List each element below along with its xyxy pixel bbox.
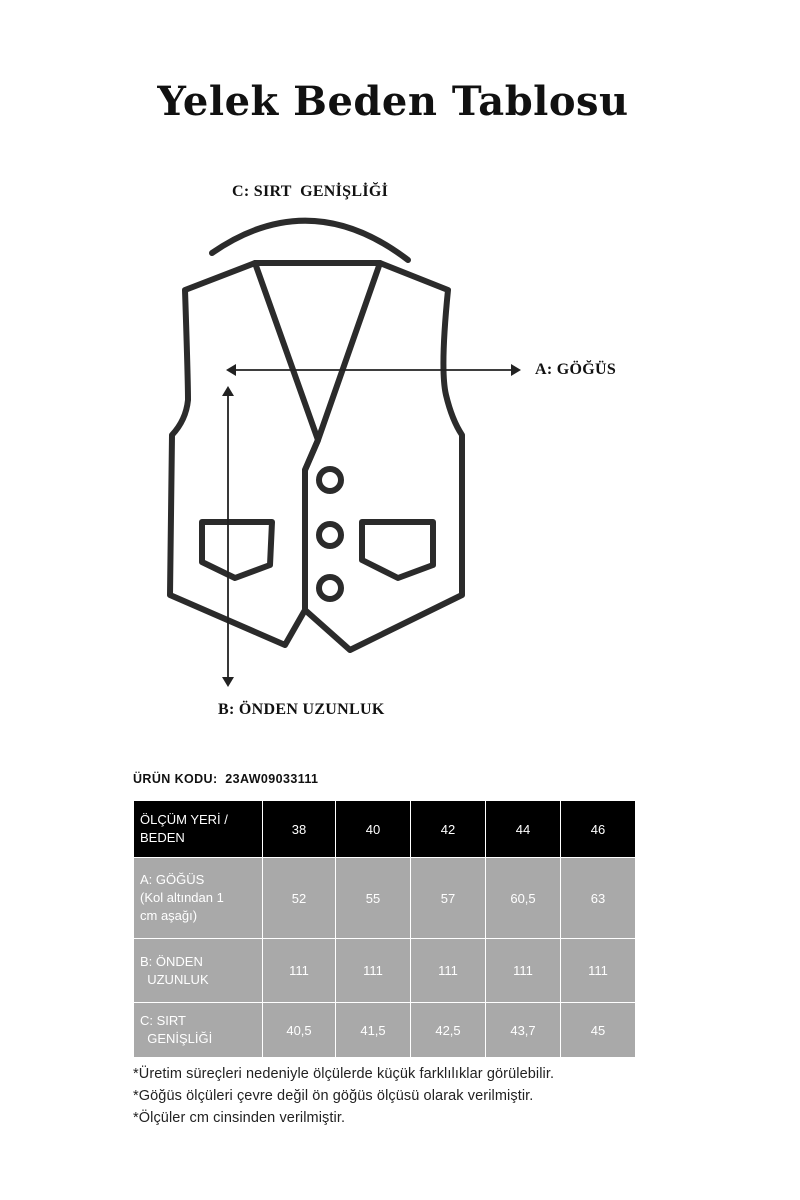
- row-label-line: cm aşağı): [140, 908, 198, 923]
- row-label: [134, 858, 263, 939]
- footnote: *Göğüs ölçüleri çevre değil ön göğüs ölçüsü olarak verilmiştir.: [133, 1088, 534, 1104]
- row-label-line: GENİŞLİĞİ: [140, 1031, 213, 1046]
- table-row: [134, 1003, 636, 1058]
- size-header: 44: [486, 801, 561, 858]
- table-cell: 41,5: [336, 1003, 411, 1058]
- label-chest: A: GÖĞÜS: [535, 361, 617, 378]
- table-cell: 111: [561, 939, 636, 1003]
- table-cell: 111: [486, 939, 561, 1003]
- table-cell: 111: [336, 939, 411, 1003]
- size-header: 42: [411, 801, 486, 858]
- table-cell: 43,7: [486, 1003, 561, 1058]
- size-table: [133, 800, 636, 1058]
- table-cell: 52: [263, 858, 336, 939]
- header-label-line: BEDEN: [140, 830, 185, 845]
- page-title: Yelek Beden Tablosu: [157, 78, 629, 125]
- product-code: ÜRÜN KODU: 23AW09033111: [133, 772, 319, 786]
- table-cell: 55: [336, 858, 411, 939]
- label-front-length: B: ÖNDEN UZUNLUK: [218, 701, 385, 718]
- table-cell: 63: [561, 858, 636, 939]
- footnote: *Ölçüler cm cinsinden verilmiştir.: [133, 1110, 346, 1126]
- table-row: [134, 939, 636, 1003]
- header-label-line: ÖLÇÜM YERİ /: [140, 812, 228, 827]
- table-cell: 60,5: [486, 858, 561, 939]
- size-header: 40: [336, 801, 411, 858]
- size-header: 38: [263, 801, 336, 858]
- row-label-line: B: ÖNDEN: [140, 953, 203, 969]
- footnote: *Üretim süreçleri nedeniyle ölçülerde küçük farklılıklar görülebilir.: [133, 1066, 555, 1082]
- row-label-line: A: GÖĞÜS: [140, 872, 205, 887]
- table-row: [134, 858, 636, 939]
- size-header: 46: [561, 801, 636, 858]
- table-cell: 42,5: [411, 1003, 486, 1058]
- vest-diagram: [0, 150, 800, 750]
- button-2-icon: [319, 524, 341, 546]
- row-label-line: C: SIRT: [140, 1013, 186, 1028]
- arrow-horizontal-icon: [226, 364, 521, 376]
- table-header-row: [134, 801, 636, 858]
- arrow-vertical-icon: [222, 386, 234, 687]
- header-label: [134, 801, 263, 858]
- row-label-line: UZUNLUK: [140, 971, 209, 987]
- label-back-width: C: SIRT GENİŞLİĞİ: [232, 183, 389, 200]
- row-label: [134, 1003, 263, 1058]
- table-cell: 57: [411, 858, 486, 939]
- vest-icon: [170, 221, 462, 650]
- button-3-icon: [319, 577, 341, 599]
- row-label: [134, 939, 263, 1003]
- table-cell: 111: [411, 939, 486, 1003]
- table-cell: 111: [263, 939, 336, 1003]
- row-label-line: (Kol altından 1: [140, 890, 224, 905]
- footnotes: [133, 1063, 554, 1129]
- button-1-icon: [319, 469, 341, 491]
- table-cell: 40,5: [263, 1003, 336, 1058]
- arc-icon: [212, 221, 408, 260]
- table-cell: 45: [561, 1003, 636, 1058]
